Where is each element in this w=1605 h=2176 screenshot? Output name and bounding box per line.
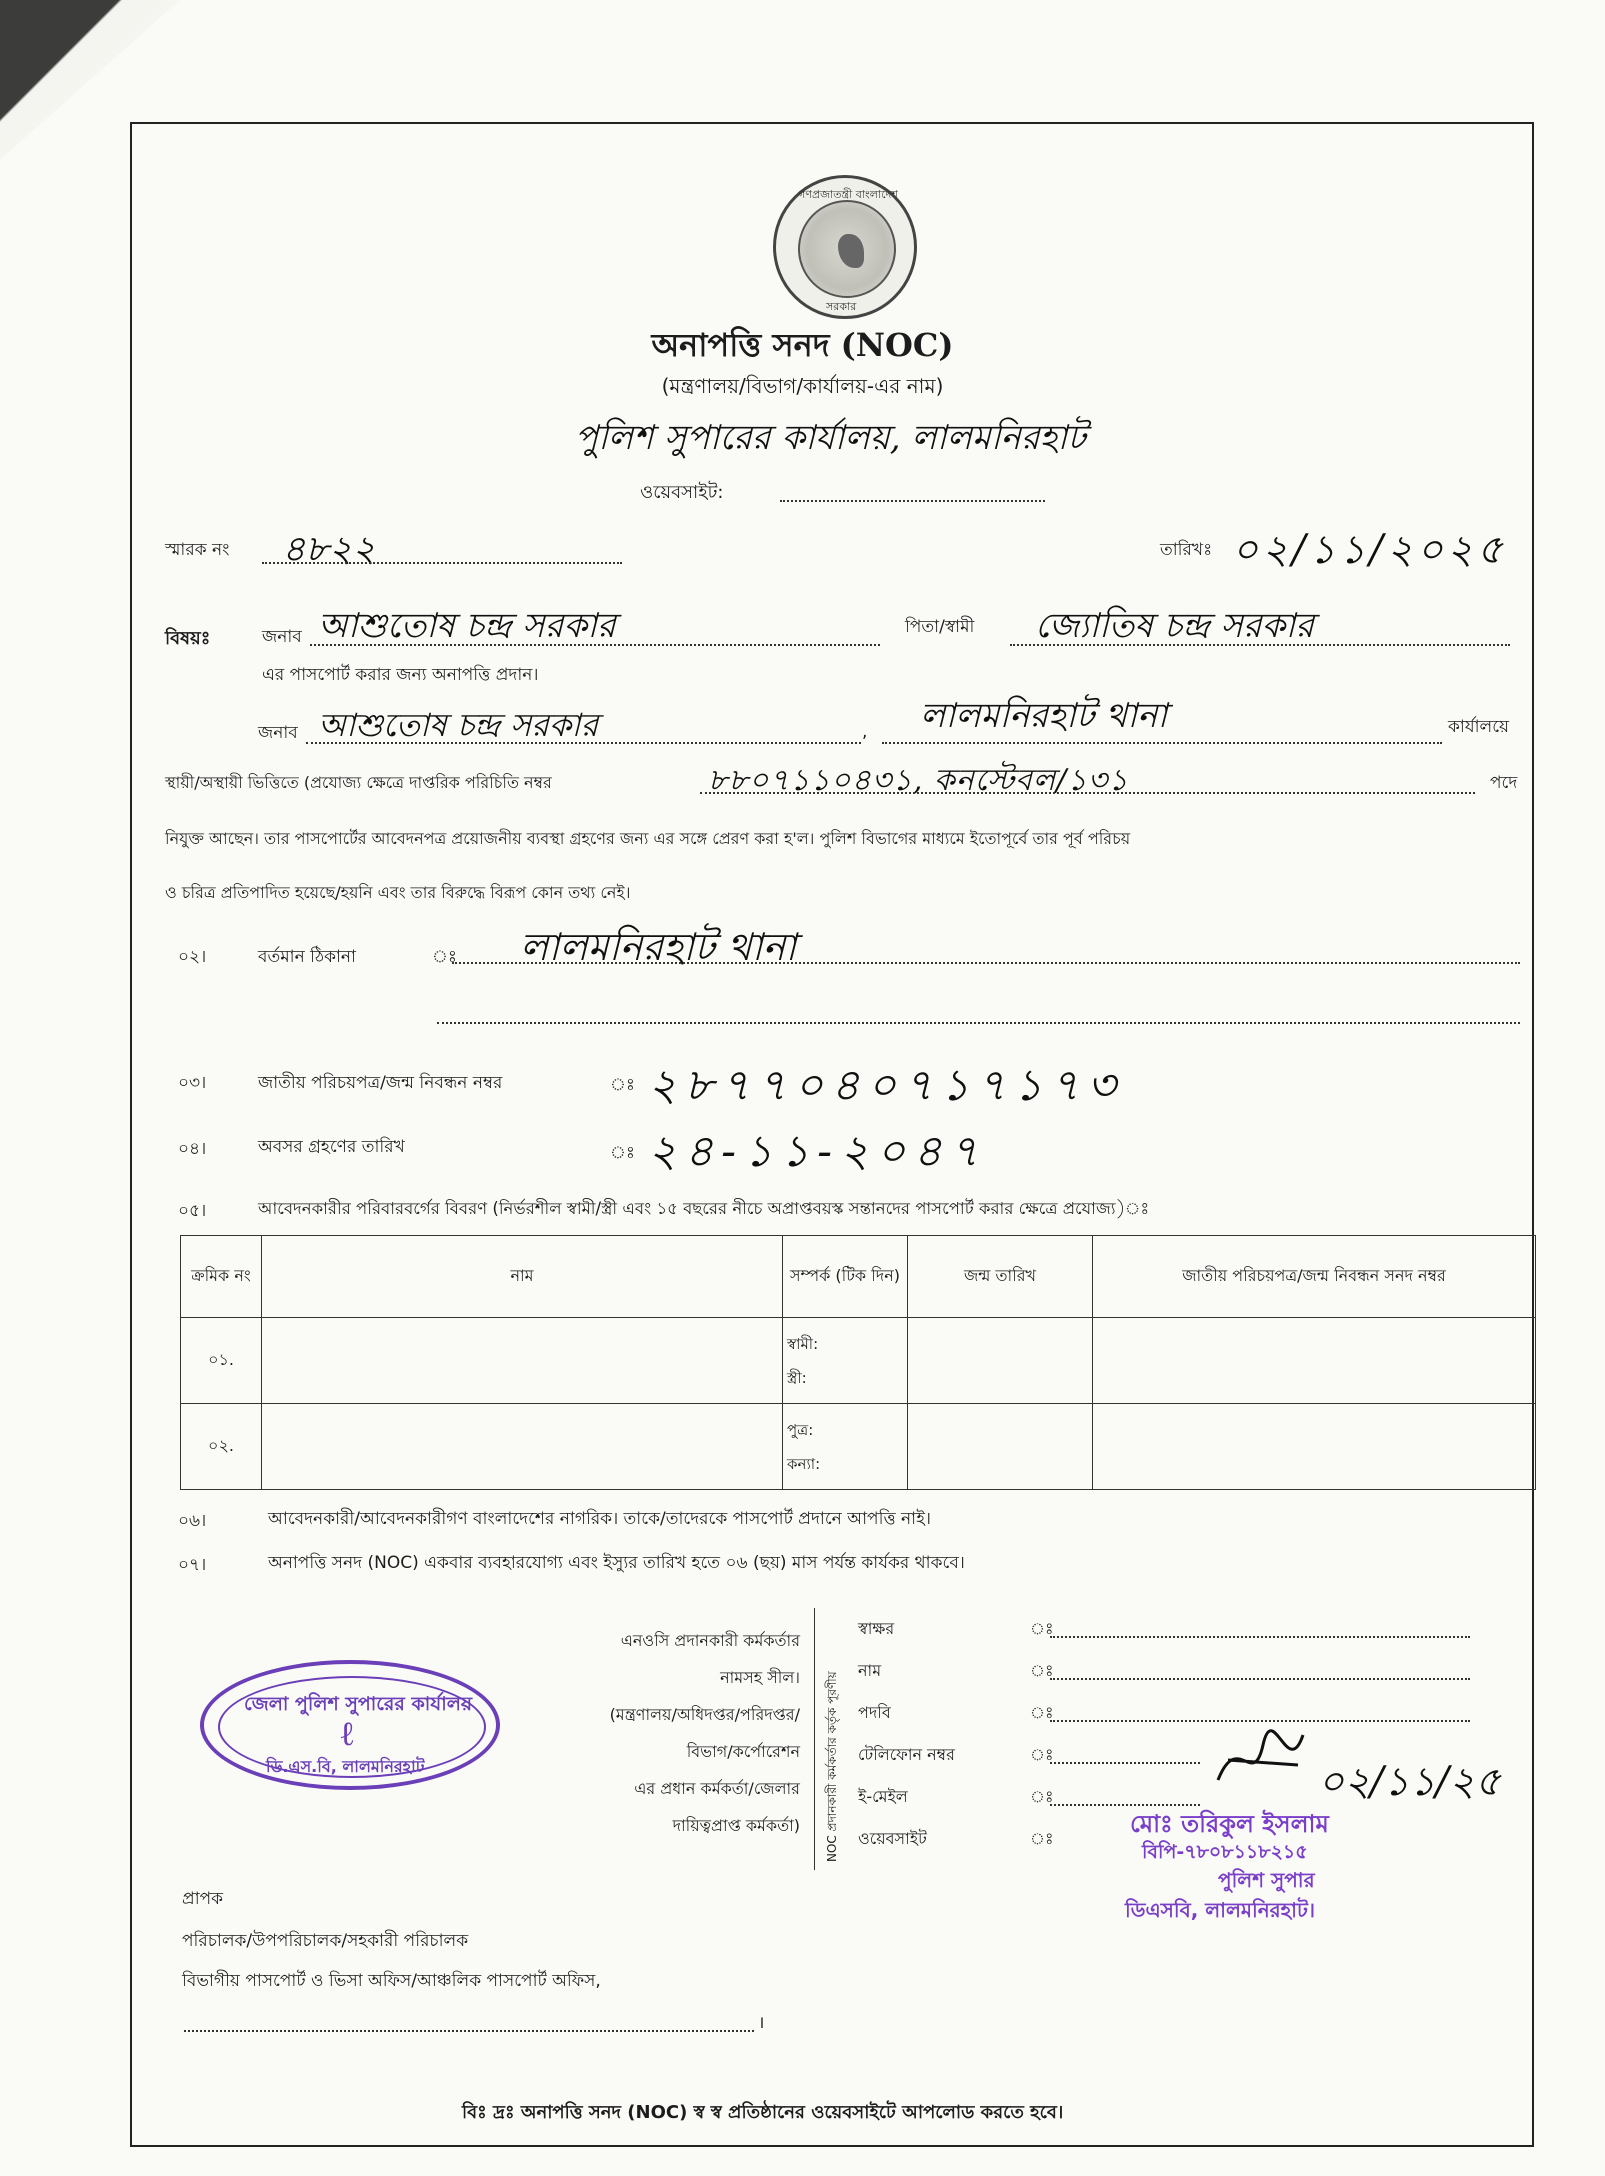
- row-name-cell: [262, 1318, 783, 1404]
- page-subtitle: (মন্ত্রণালয়/বিভাগ/কার্যালয়-এর নাম): [661, 374, 944, 398]
- colon: ঃ: [1030, 1703, 1054, 1722]
- recipient-line-2: বিভাগীয় পাসপোর্ট ও ভিসা অফিস/আঞ্চলিক পাসপোর্ট অফিস,: [182, 1971, 601, 1991]
- website-label: ওয়েবসাইট:: [640, 482, 724, 503]
- rel-daughter: কন্যা:: [787, 1454, 821, 1473]
- issuer-line: এনওসি প্রদানকারী কর্মকর্তার: [620, 1631, 800, 1650]
- colon: ঃ: [1030, 1661, 1054, 1680]
- perm-value: ৮৮০৭১১০৪৩১, কনস্টেবল/১৩১: [708, 763, 1129, 798]
- issuer-line: নামসহ সীল।: [720, 1668, 800, 1687]
- family-table-header: [181, 1236, 1536, 1318]
- issuer-line: এর প্রধান কর্মকর্তা/জেলার: [634, 1779, 800, 1798]
- employee-name-dotline: [306, 742, 861, 744]
- issuer-line: বিভাগ/কর্পোরেশন: [686, 1742, 800, 1761]
- signatory-office: ডিএসবি, লালমনিরহাট।: [1125, 1898, 1316, 1922]
- employee-office-dotline: [882, 742, 1442, 744]
- body-janab-label: জনাব: [258, 723, 298, 743]
- colon: ঃ: [1030, 1829, 1054, 1848]
- row-relation-cell: [783, 1404, 908, 1490]
- col-dob-header: জন্ম তারিখ: [908, 1236, 1093, 1318]
- perm-dotline: [700, 792, 1475, 794]
- field-designation-label: পদবি: [858, 1703, 891, 1722]
- row-dob-cell: [908, 1404, 1093, 1490]
- memo-value: ৪৮২২: [282, 529, 376, 570]
- seal-inner: [798, 200, 896, 298]
- recipient-line-1: পরিচালক/উপপরিচালক/সহকারী পরিচালক: [182, 1931, 469, 1951]
- field-signature-label: স্বাক্ষর: [858, 1619, 895, 1638]
- item02-number: ০২।: [178, 947, 207, 967]
- signatory-name: মোঃ তরিকুল ইসলাম: [1130, 1810, 1329, 1838]
- applicant-name: আশুতোষ চন্দ্র সরকার: [318, 606, 616, 646]
- current-address: লালমনিরহাট থানা: [520, 925, 797, 969]
- item04-label: অবসর গ্রহণের তারিখ: [258, 1137, 405, 1157]
- issuer-divider: [814, 1608, 815, 1870]
- item05-label: আবেদনকারীর পরিবারবর্গের বিবরণ (নির্ভরশীল স্বামী/স্ত্রী এবং ১৫ বছরের নীচে অপ্রাপ্তবয়স্ক সন্তানদের পাসপোর্ট করার ক্ষেত্রে প্রযোজ্য)ঃ: [258, 1199, 1150, 1218]
- field-name-label: নাম: [858, 1661, 882, 1680]
- note07-number: ০৭।: [178, 1555, 207, 1575]
- signatory-designation: পুলিশ সুপার: [1218, 1868, 1315, 1892]
- address-dotline-2: [437, 1022, 1520, 1024]
- issuer-line: (মন্ত্রণালয়/অধিদপ্তর/পরিদপ্তর/: [609, 1705, 800, 1724]
- date-label: তারিখঃ: [1160, 540, 1213, 560]
- name-dotline: [1050, 1678, 1470, 1680]
- row-relation-cell: [783, 1318, 908, 1404]
- applicant-name-dotline: [310, 644, 880, 646]
- item02-colon: ঃ: [432, 947, 457, 967]
- note07-text: অনাপত্তি সনদ (NOC) একবার ব্যবহারযোগ্য এবং ইস্যুর তারিখ হতে ০৬ (ছয়) মাস পর্যন্ত কার্যকর থাকবে।: [268, 1553, 965, 1573]
- office-stamp: [200, 1660, 500, 1790]
- perm-label: স্থায়ী/অস্থায়ী ভিত্তিতে (প্রযোজ্য ক্ষেত্রে দাপ্তরিক পরিচিতি নম্বর: [165, 773, 552, 792]
- page-title: অনাপত্তি সনদ (NOC): [651, 326, 954, 364]
- colon: ঃ: [1030, 1787, 1054, 1806]
- father-label: পিতা/স্বামী: [905, 617, 975, 637]
- seal-top-text: গণপ্রজাতন্ত্রী বাংলাদেশ: [798, 188, 898, 201]
- employee-name: আশুতোষ চন্দ্র সরকার: [318, 706, 599, 744]
- recipient-dotline: [184, 2030, 754, 2032]
- date-value: ০২/১১/২০২৫: [1232, 527, 1507, 573]
- recipient-label: প্রাপক: [182, 1889, 224, 1909]
- issuer-field-colons: [1030, 1608, 1054, 1860]
- father-name-dotline: [1010, 644, 1510, 646]
- office-suffix: কার্যালয়ে: [1448, 717, 1510, 737]
- note06-text: আবেদনকারী/আবেদনকারীগণ বাংলাদেশের নাগরিক। তাকে/তাদেরকে পাসপোর্ট প্রদানে আপত্তি নাই।: [268, 1509, 932, 1529]
- stamp-handwritten-mark: ℓ: [339, 1714, 356, 1754]
- father-name: জ্যোতিষ চন্দ্র সরকার: [1035, 606, 1314, 646]
- issuer-vertical-label: NOC প্রদানকারী কর্মকর্তার কর্তৃক পূরণীয়: [825, 1671, 839, 1862]
- office-name-handwritten: পুলিশ সুপারের কার্যালয়, লালমনিরহাট: [575, 418, 1086, 458]
- recipient-line-3-end: ।: [758, 2013, 765, 2033]
- footer-note: বিঃ দ্রঃ অনাপত্তি সনদ (NOC) স্ব স্ব প্রতিষ্ঠানের ওয়েবসাইটে আপলোড করতে হবে।: [462, 2102, 1064, 2123]
- subject-line2: এর পাসপোর্ট করার জন্য অনাপত্তি প্রদান।: [262, 665, 539, 685]
- signature-date: ০২/১১/২৫: [1318, 1759, 1501, 1805]
- issuer-field-labels: [858, 1608, 955, 1860]
- body-comma: ,: [862, 722, 868, 742]
- colon: ঃ: [1030, 1619, 1054, 1638]
- item05-number: ০৫।: [178, 1201, 207, 1221]
- government-seal: [773, 175, 917, 319]
- rel-husband: স্বামী:: [787, 1334, 819, 1353]
- issuer-line: দায়িত্বপ্রাপ্ত কর্মকর্তা): [672, 1816, 800, 1835]
- row-dob-cell: [908, 1318, 1093, 1404]
- retirement-date: ২৪-১১-২০৪৭: [648, 1126, 987, 1177]
- stamp-bottom-text: ডি.এস.বি, লালমনিরহাট: [266, 1757, 425, 1776]
- item03-number: ০৩।: [178, 1073, 207, 1093]
- field-phone-label: টেলিফোন নম্বর: [858, 1745, 955, 1764]
- row-name-cell: [262, 1404, 783, 1490]
- colon: ঃ: [1030, 1745, 1054, 1764]
- col-serial-header: ক্রমিক নং: [181, 1236, 262, 1318]
- memo-dotline: [262, 562, 622, 564]
- row-serial: ০১.: [181, 1318, 262, 1404]
- signature-dotline: [1050, 1636, 1470, 1638]
- subject-label: বিষয়ঃ: [165, 628, 211, 649]
- body-paragraph-2: ও চরিত্র প্রতিপাদিত হয়েছে/হয়নি এবং তার বিরুদ্ধে বিরূপ কোন তথ্য নেই।: [165, 883, 631, 902]
- stamp-top-text: জেলা পুলিশ সুপারের কার্যালয়: [244, 1693, 473, 1715]
- employee-office: লালমনিরহাট থানা: [920, 696, 1168, 736]
- item03-colon: ঃ: [610, 1075, 635, 1095]
- table-row: [181, 1404, 1536, 1490]
- field-website-label: ওয়েবসাইট: [858, 1829, 927, 1848]
- body-paragraph-1: নিযুক্ত আছেন। তার পাসপোর্টের আবেদনপত্র প্রয়োজনীয় ব্যবস্থা গ্রহণের জন্য এর সঙ্গে প্রেরণ করা হ'ল। পুলিশ বিভাগের মাধ্যমে ইতোপূর্বে তার পূর্ব পরিচয়: [165, 829, 1131, 848]
- post-suffix: পদে: [1490, 773, 1518, 793]
- col-name-header: নাম: [262, 1236, 783, 1318]
- item04-colon: ঃ: [610, 1143, 635, 1163]
- address-dotline-1: [452, 962, 1520, 964]
- seal-bottom-text: সরকার: [826, 300, 857, 313]
- family-table: [180, 1235, 1536, 1490]
- note06-number: ০৬।: [178, 1511, 207, 1531]
- subject-janab-label: জনাব: [262, 627, 302, 647]
- bangladesh-map-icon: [838, 234, 864, 268]
- item04-number: ০৪।: [178, 1139, 207, 1159]
- website-dotline: [780, 500, 1045, 502]
- memo-label: স্মারক নং: [165, 540, 230, 560]
- row-nid-cell: [1093, 1318, 1536, 1404]
- rel-wife: স্ত্রী:: [787, 1368, 807, 1387]
- col-nid-header: জাতীয় পরিচয়পত্র/জন্ম নিবন্ধন সনদ নম্বর: [1093, 1236, 1536, 1318]
- signatory-id: বিপি-৭৮০৮১১৮২১৫: [1142, 1841, 1308, 1863]
- signature-scribble: [1208, 1720, 1318, 1800]
- col-relation-header: সম্পর্ক (টিক দিন): [783, 1236, 908, 1318]
- item02-label: বর্তমান ঠিকানা: [258, 947, 356, 967]
- item03-label: জাতীয় পরিচয়পত্র/জন্ম নিবন্ধন নম্বর: [258, 1073, 503, 1093]
- nid-number: ২৮৭৭০৪০৭১৭১৭৩: [648, 1060, 1124, 1111]
- field-email-label: ই-মেইল: [858, 1787, 908, 1806]
- rel-son: পুত্র:: [787, 1420, 814, 1439]
- issuer-description: [480, 1622, 800, 1844]
- row-serial: ০২.: [181, 1404, 262, 1490]
- row-nid-cell: [1093, 1404, 1536, 1490]
- table-row: [181, 1318, 1536, 1404]
- phone-dotline: [1050, 1762, 1200, 1764]
